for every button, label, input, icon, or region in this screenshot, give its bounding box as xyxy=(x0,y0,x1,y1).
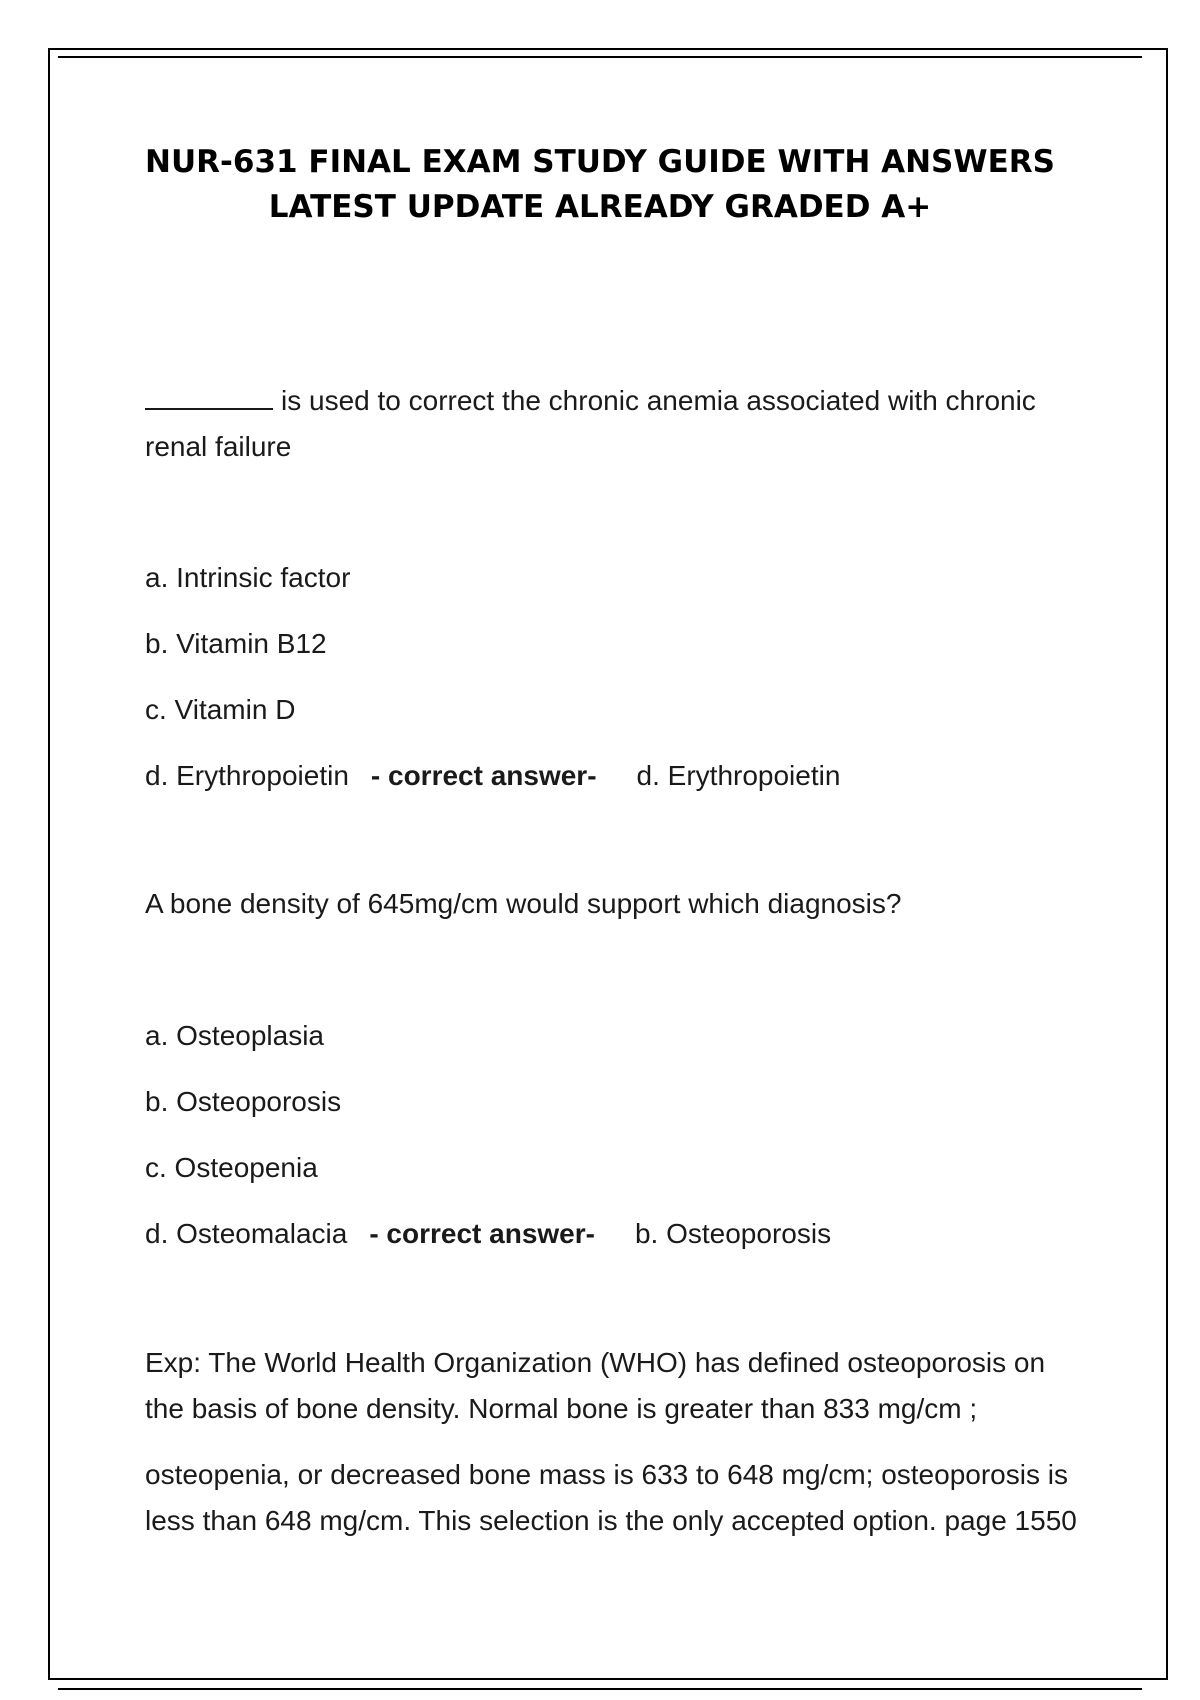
question-2-option-a: a. Osteoplasia xyxy=(145,1020,324,1051)
question-1-prompt xyxy=(145,378,1085,470)
correct-answer-value: b. Osteoporosis xyxy=(634,1218,832,1249)
question-1-text: is used to correct the chronic anemia associated with chronic renal failure xyxy=(145,385,1036,462)
title-line-1: NUR-631 FINAL EXAM STUDY GUIDE WITH ANSWERS xyxy=(145,144,1055,180)
top-rule xyxy=(58,56,1142,58)
document-title xyxy=(100,140,1100,230)
question-1-option-a: a. Intrinsic factor xyxy=(145,562,351,593)
question-1-option-d-line xyxy=(145,756,1085,796)
question-2-prompt: A bone density of 645mg/cm would support which diagnosis? xyxy=(145,888,902,919)
question-1-option-d: d. Erythropoietin xyxy=(145,760,349,791)
question-2-option-c: c. Osteopenia xyxy=(145,1152,318,1183)
explanation-paragraph-1: Exp: The World Health Organization (WHO) has defined osteoporosis on the basis of bone density. Normal bone is greater than 833 mg/cm ; xyxy=(145,1347,1046,1424)
question-1-option-c: c. Vitamin D xyxy=(145,694,296,725)
title-line-2: LATEST UPDATE ALREADY GRADED A+ xyxy=(268,189,932,225)
page-border xyxy=(48,48,1168,1680)
correct-answer-label: - correct answer- xyxy=(370,760,597,791)
question-1-option-b: b. Vitamin B12 xyxy=(145,628,327,659)
bottom-rule xyxy=(58,1688,1142,1690)
fill-in-blank xyxy=(145,384,273,410)
correct-answer-label: - correct answer- xyxy=(369,1218,595,1249)
correct-answer-value: d. Erythropoietin xyxy=(636,760,841,791)
question-2-option-d-line xyxy=(145,1214,1085,1254)
question-2-option-d: d. Osteomalacia xyxy=(145,1218,348,1249)
question-2-option-b: b. Osteoporosis xyxy=(145,1086,342,1117)
explanation-paragraph-2: osteopenia, or decreased bone mass is 633 to 648 mg/cm; osteoporosis is less than 648 mg/cm. This selection is the only accepted option. page 1550 xyxy=(145,1459,1077,1536)
